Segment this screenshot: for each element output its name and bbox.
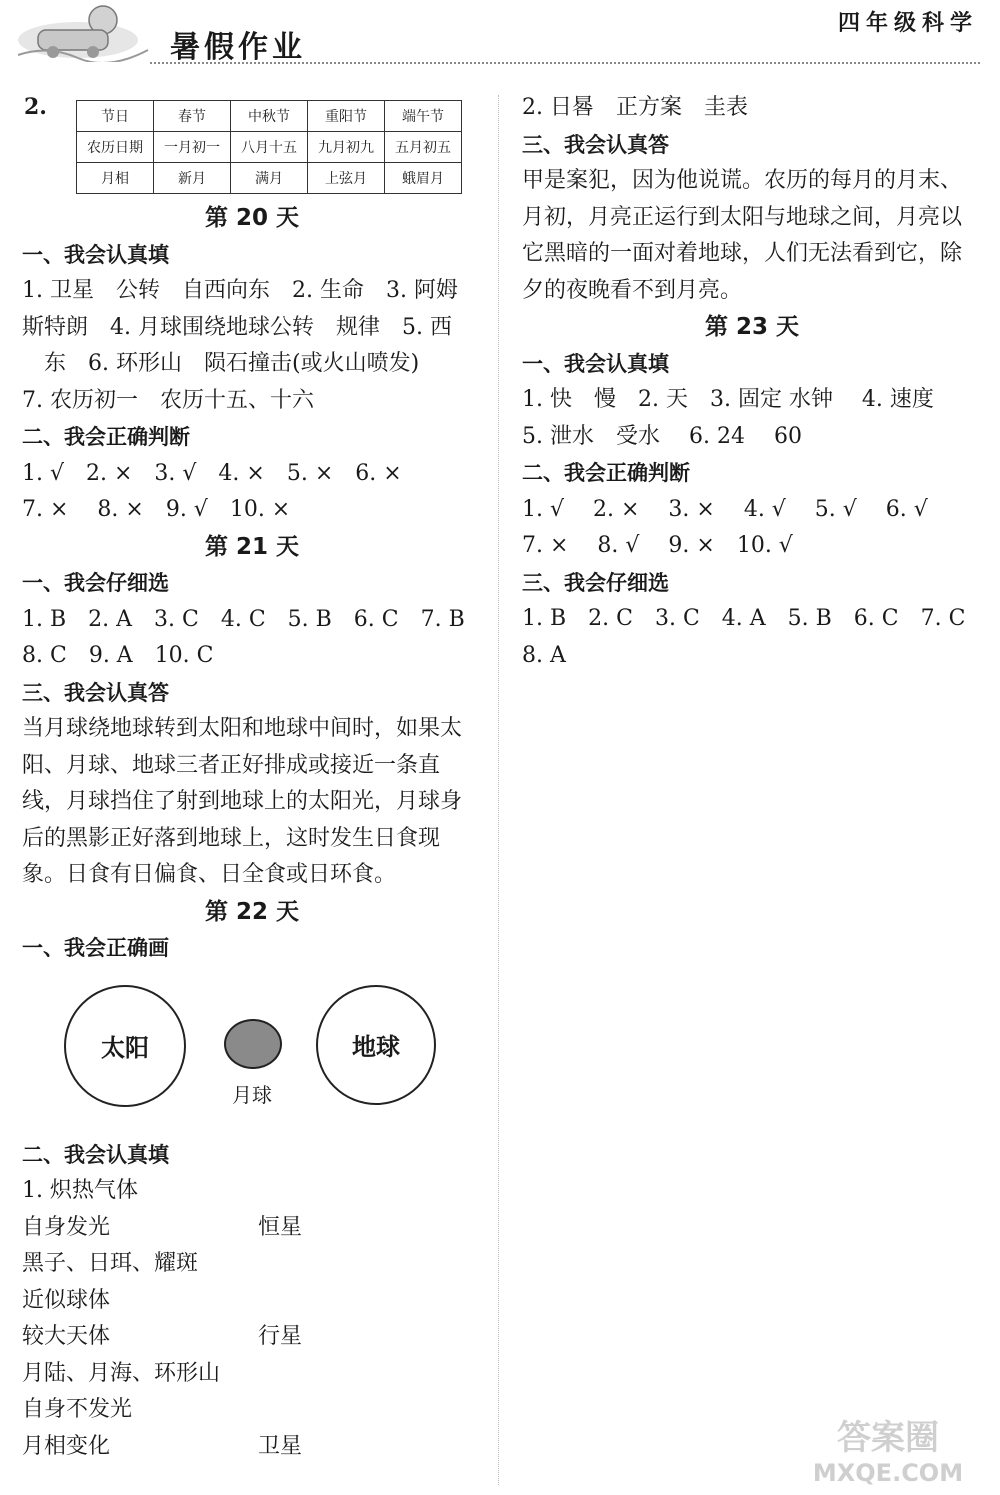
festival-question: [22, 90, 482, 200]
fill-left: 月相变化: [22, 1433, 111, 1459]
day-21-title: 第 21 天: [204, 533, 300, 560]
section-heading: 三、我会认真答: [22, 680, 169, 705]
table-cell: 八月十五: [231, 132, 308, 163]
answer-paragraph: 当月球绕地球转到太阳和地球中间时，如果太阳、月球、地球三者正好排成或接近一条直线，月球挡住了射到地球上的太阳光，月球身后的黑影正好落到地球上，这时发生日食现象。日食有日偏食、日全食或日环食。: [22, 716, 463, 887]
page-header: [0, 0, 1000, 72]
table-cell: 一月初一: [154, 132, 231, 163]
cartoon-illustration-icon: [8, 0, 158, 62]
answer-paragraph: 甲是案犯，因为他说谎。农历的每月的月末、月初，月亮正运行到太阳与地球之间，月亮以它黑暗的一面对着地球，人们无法看到它，除夕的夜晚看不到月亮。: [522, 168, 963, 303]
table-cell: 新月: [154, 163, 231, 194]
answer-line: 1. B 2. C 3. C 4. A 5. B 6. C 7. C: [522, 606, 966, 631]
table-cell: 重阳节: [308, 101, 385, 132]
day-22-title: 第 22 天: [204, 898, 300, 925]
table-cell: 节日: [77, 101, 154, 132]
header-subject: 四年级科学: [837, 11, 978, 36]
section-heading: 三、我会认真答: [522, 132, 669, 157]
table-cell: 蛾眉月: [385, 163, 462, 194]
table-cell: 农历日期: [77, 132, 154, 163]
fill-left: 近似球体: [22, 1287, 111, 1313]
right-column: [522, 90, 982, 674]
fill-line: [22, 1246, 482, 1283]
section-heading: 三、我会仔细选: [522, 570, 669, 595]
answer-line: 东 6. 环形山 陨石撞击(或火山喷发): [22, 351, 420, 376]
answer-line: 1. √ 2. × 3. × 4. √ 5. √ 6. √: [522, 496, 928, 522]
section-heading: 一、我会认真填: [522, 351, 669, 376]
section-heading: 一、我会仔细选: [22, 571, 169, 595]
sun-label: 太阳: [101, 1034, 149, 1062]
answer-line: 8. A: [522, 642, 566, 668]
earth-circle: [316, 985, 436, 1105]
table-cell: 上弦月: [308, 163, 385, 194]
section-heading: 二、我会正确判断: [22, 425, 190, 449]
table-row: [77, 163, 462, 194]
answer-line: 7. 农历初一 农历十五、十六: [22, 387, 314, 413]
left-column: [22, 90, 482, 1465]
festival-table: [76, 100, 462, 194]
moon-shape: [224, 1019, 282, 1069]
fill-left: 较大天体: [22, 1324, 111, 1349]
table-row: [77, 101, 462, 132]
fill-left: 自身发光: [22, 1214, 111, 1240]
earth-label: 地球: [352, 1033, 400, 1061]
fill-right: 卫星: [258, 1433, 303, 1459]
fill-line: [22, 1356, 482, 1393]
moon-label: 月球: [232, 1082, 272, 1107]
section-heading: 二、我会正确判断: [522, 461, 690, 485]
day-23-title: 第 23 天: [704, 314, 800, 340]
fill-line: [22, 1429, 482, 1466]
answer-line: 7. × 8. × 9. √ 10. ×: [22, 497, 291, 522]
question-number: 2.: [24, 94, 47, 120]
watermark-line1: 答案圈: [837, 1418, 939, 1458]
fill-line: [22, 1210, 482, 1247]
answer-line: 1. B 2. A 3. C 4. C 5. B 6. C 7. B: [22, 606, 465, 632]
answer-line: 1. 卫星 公转 自西向东 2. 生命 3. 阿姆: [22, 278, 458, 303]
fill-right: 恒星: [258, 1214, 303, 1240]
table-cell: 端午节: [385, 101, 462, 132]
fill-left: 1. 炽热气体: [22, 1178, 138, 1203]
header-divider: [150, 62, 980, 64]
day-20-title: 第 20 天: [204, 205, 300, 231]
table-cell: 月相: [77, 163, 154, 194]
sun-moon-earth-diagram: [22, 967, 482, 1137]
fill-left: 黑子、日珥、耀斑: [22, 1251, 199, 1276]
table-cell: 满月: [231, 163, 308, 194]
sun-circle: [64, 985, 186, 1107]
header-title: 暑假作业: [170, 30, 306, 65]
fill-line: [22, 1283, 482, 1320]
answer-line: 1. 快 慢 2. 天 3. 固定 水钟 4. 速度: [522, 387, 934, 412]
answer-line: 5. 泄水 受水 6. 24 60: [522, 423, 802, 449]
answer-line: 8. C 9. A 10. C: [22, 643, 214, 668]
table-cell: 五月初五: [385, 132, 462, 163]
watermark-line2: MXQE.COM: [812, 1459, 964, 1487]
answer-line: 斯特朗 4. 月球围绕地球公转 规律 5. 西: [22, 314, 452, 340]
fill-right: 行星: [258, 1324, 303, 1349]
fill-left: 自身不发光: [22, 1397, 133, 1422]
site-watermark-logo: [788, 1409, 988, 1489]
fill-line: [22, 1173, 482, 1210]
answer-line: 1. √ 2. × 3. √ 4. × 5. × 6. ×: [22, 460, 402, 486]
table-cell: 中秋节: [231, 101, 308, 132]
fill-left: 月陆、月海、环形山: [22, 1360, 221, 1386]
fill-line: [22, 1319, 482, 1356]
table-cell: 春节: [154, 101, 231, 132]
table-row: [77, 132, 462, 163]
section-heading: 一、我会正确画: [22, 936, 169, 960]
fill-line: [22, 1392, 482, 1429]
table-cell: 九月初九: [308, 132, 385, 163]
section-heading: 一、我会认真填: [22, 242, 169, 267]
column-divider: [498, 95, 499, 1485]
section-heading: 二、我会认真填: [22, 1142, 169, 1167]
answer-line: 2. 日晷 正方案 圭表: [522, 95, 748, 120]
answer-line: 7. × 8. √ 9. × 10. √: [522, 533, 793, 558]
